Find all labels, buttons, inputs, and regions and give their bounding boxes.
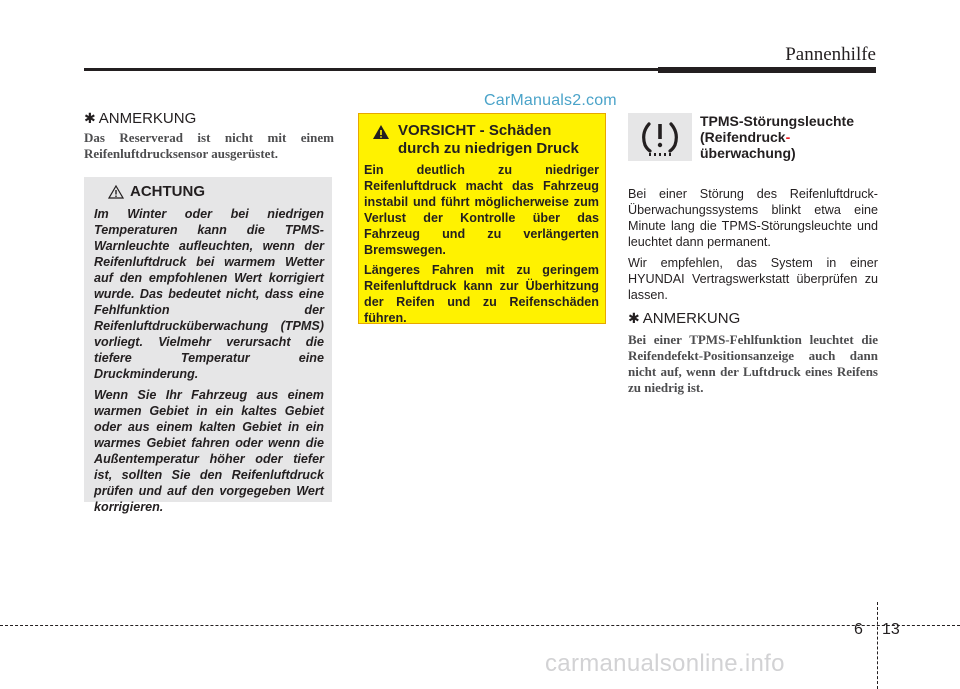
warning-box bbox=[358, 113, 606, 324]
note-text bbox=[84, 130, 334, 162]
note-text-line1: Das Reserverad ist nicht mit einem bbox=[84, 130, 334, 145]
chapter-number: 6 bbox=[854, 621, 863, 638]
page-number: 13 bbox=[882, 621, 900, 638]
warning-triangle-outline-icon bbox=[108, 185, 124, 199]
tpms-paragraph-1: Bei einer Störung des Reifenluftdruck-Überwachungssystems blinkt etwa eine Minute lang die TPMS-Störungsleuchte und leuchtet dann permanent. bbox=[628, 187, 878, 249]
warning-title bbox=[372, 122, 599, 158]
warning-paragraph-2: Längeres Fahren mit zu geringem Reifenluftdruck kann zur Überhitzung der Reifen und zu Reifenschäden führen. bbox=[364, 263, 599, 325]
warning-title-line1: VORSICHT - Schäden bbox=[398, 122, 552, 139]
note-text-line2: Reifenluftdrucksensor ausgerüstet. bbox=[84, 146, 279, 161]
watermark-link[interactable]: CarManuals2.com bbox=[484, 92, 617, 109]
right-note-heading-label: ANMERKUNG bbox=[642, 310, 741, 327]
right-note-heading bbox=[628, 310, 740, 327]
footer-vertical-rule bbox=[877, 602, 878, 689]
caution-title bbox=[108, 183, 324, 200]
right-note-text: Bei einer TPMS-Fehlfunktion leuchtet die Reifendefekt-Positionsanzeige auch dann nicht auf, wenn der Luftdruck eines Reifens zu niedrig ist. bbox=[628, 332, 878, 395]
warning-body bbox=[364, 162, 599, 326]
caution-paragraph-2: Wenn Sie Ihr Fahrzeug aus einem warmen Gebiet in ein kaltes Gebiet oder aus einem kalten Gebiet in ein warmes Gebiet fahren oder wenn die Außentemperatur höher oder tiefer ist, sollten Sie den Reifenluftdruck prüfen und auf den vorgegeben Wert korrigieren. bbox=[94, 388, 324, 514]
tpms-title-line2-text: (Reifendruck bbox=[700, 129, 786, 145]
note-heading-label: ANMERKUNG bbox=[98, 110, 197, 127]
caution-box bbox=[84, 177, 332, 514]
tpms-title-line1: TPMS-Störungsleuchte bbox=[700, 113, 855, 129]
tpms-title bbox=[700, 113, 854, 161]
watermark-bottom: carmanualsonline.info bbox=[545, 650, 785, 677]
caution-title-label: ACHTUNG bbox=[130, 183, 205, 200]
footer-dashed-rule bbox=[0, 625, 960, 626]
tpms-body bbox=[628, 186, 878, 308]
note-heading bbox=[84, 110, 196, 127]
page-section-title: Pannenhilfe bbox=[785, 44, 876, 65]
header-rule bbox=[84, 68, 658, 71]
tpms-icon-box bbox=[628, 113, 692, 161]
header-rule-thick bbox=[658, 67, 876, 73]
caution-body bbox=[94, 206, 324, 515]
tpms-warning-icon bbox=[637, 118, 683, 156]
caution-paragraph-1: Im Winter oder bei niedrigen Temperaturen kann die TPMS-Warnleuchte aufleuchten, wenn der Reifenluftdruck bei warmem Wetter auf den empfohlenen Wert korrigiert wurde. Das bedeutet nicht, dass eine Fehlfunktion der Reifenluftdrucküberwachung (TPMS) vorliegt. Vielmehr verursacht die tiefere Temperatur eine Druckminderung. bbox=[94, 207, 324, 381]
tpms-paragraph-2: Wir empfehlen, das System in einer HYUNDAI Vertragswerkstatt überprüfen zu lassen. bbox=[628, 256, 878, 302]
star-icon: ✱ bbox=[628, 310, 640, 326]
tpms-title-line3: überwachung) bbox=[700, 145, 796, 161]
tpms-title-line2 bbox=[700, 129, 854, 145]
star-icon: ✱ bbox=[84, 110, 96, 126]
warning-title-line2: durch zu niedrigen Druck bbox=[398, 140, 579, 157]
warning-triangle-filled-icon bbox=[372, 124, 390, 140]
tpms-title-hyphen: - bbox=[785, 129, 791, 145]
warning-paragraph-1: Ein deutlich zu niedriger Reifenluftdruck macht das Fahrzeug instabil und führt möglicherweise zum Verlust der Kontrolle über das Fahrzeug und zu verlängerten Bremswegen. bbox=[364, 163, 599, 257]
